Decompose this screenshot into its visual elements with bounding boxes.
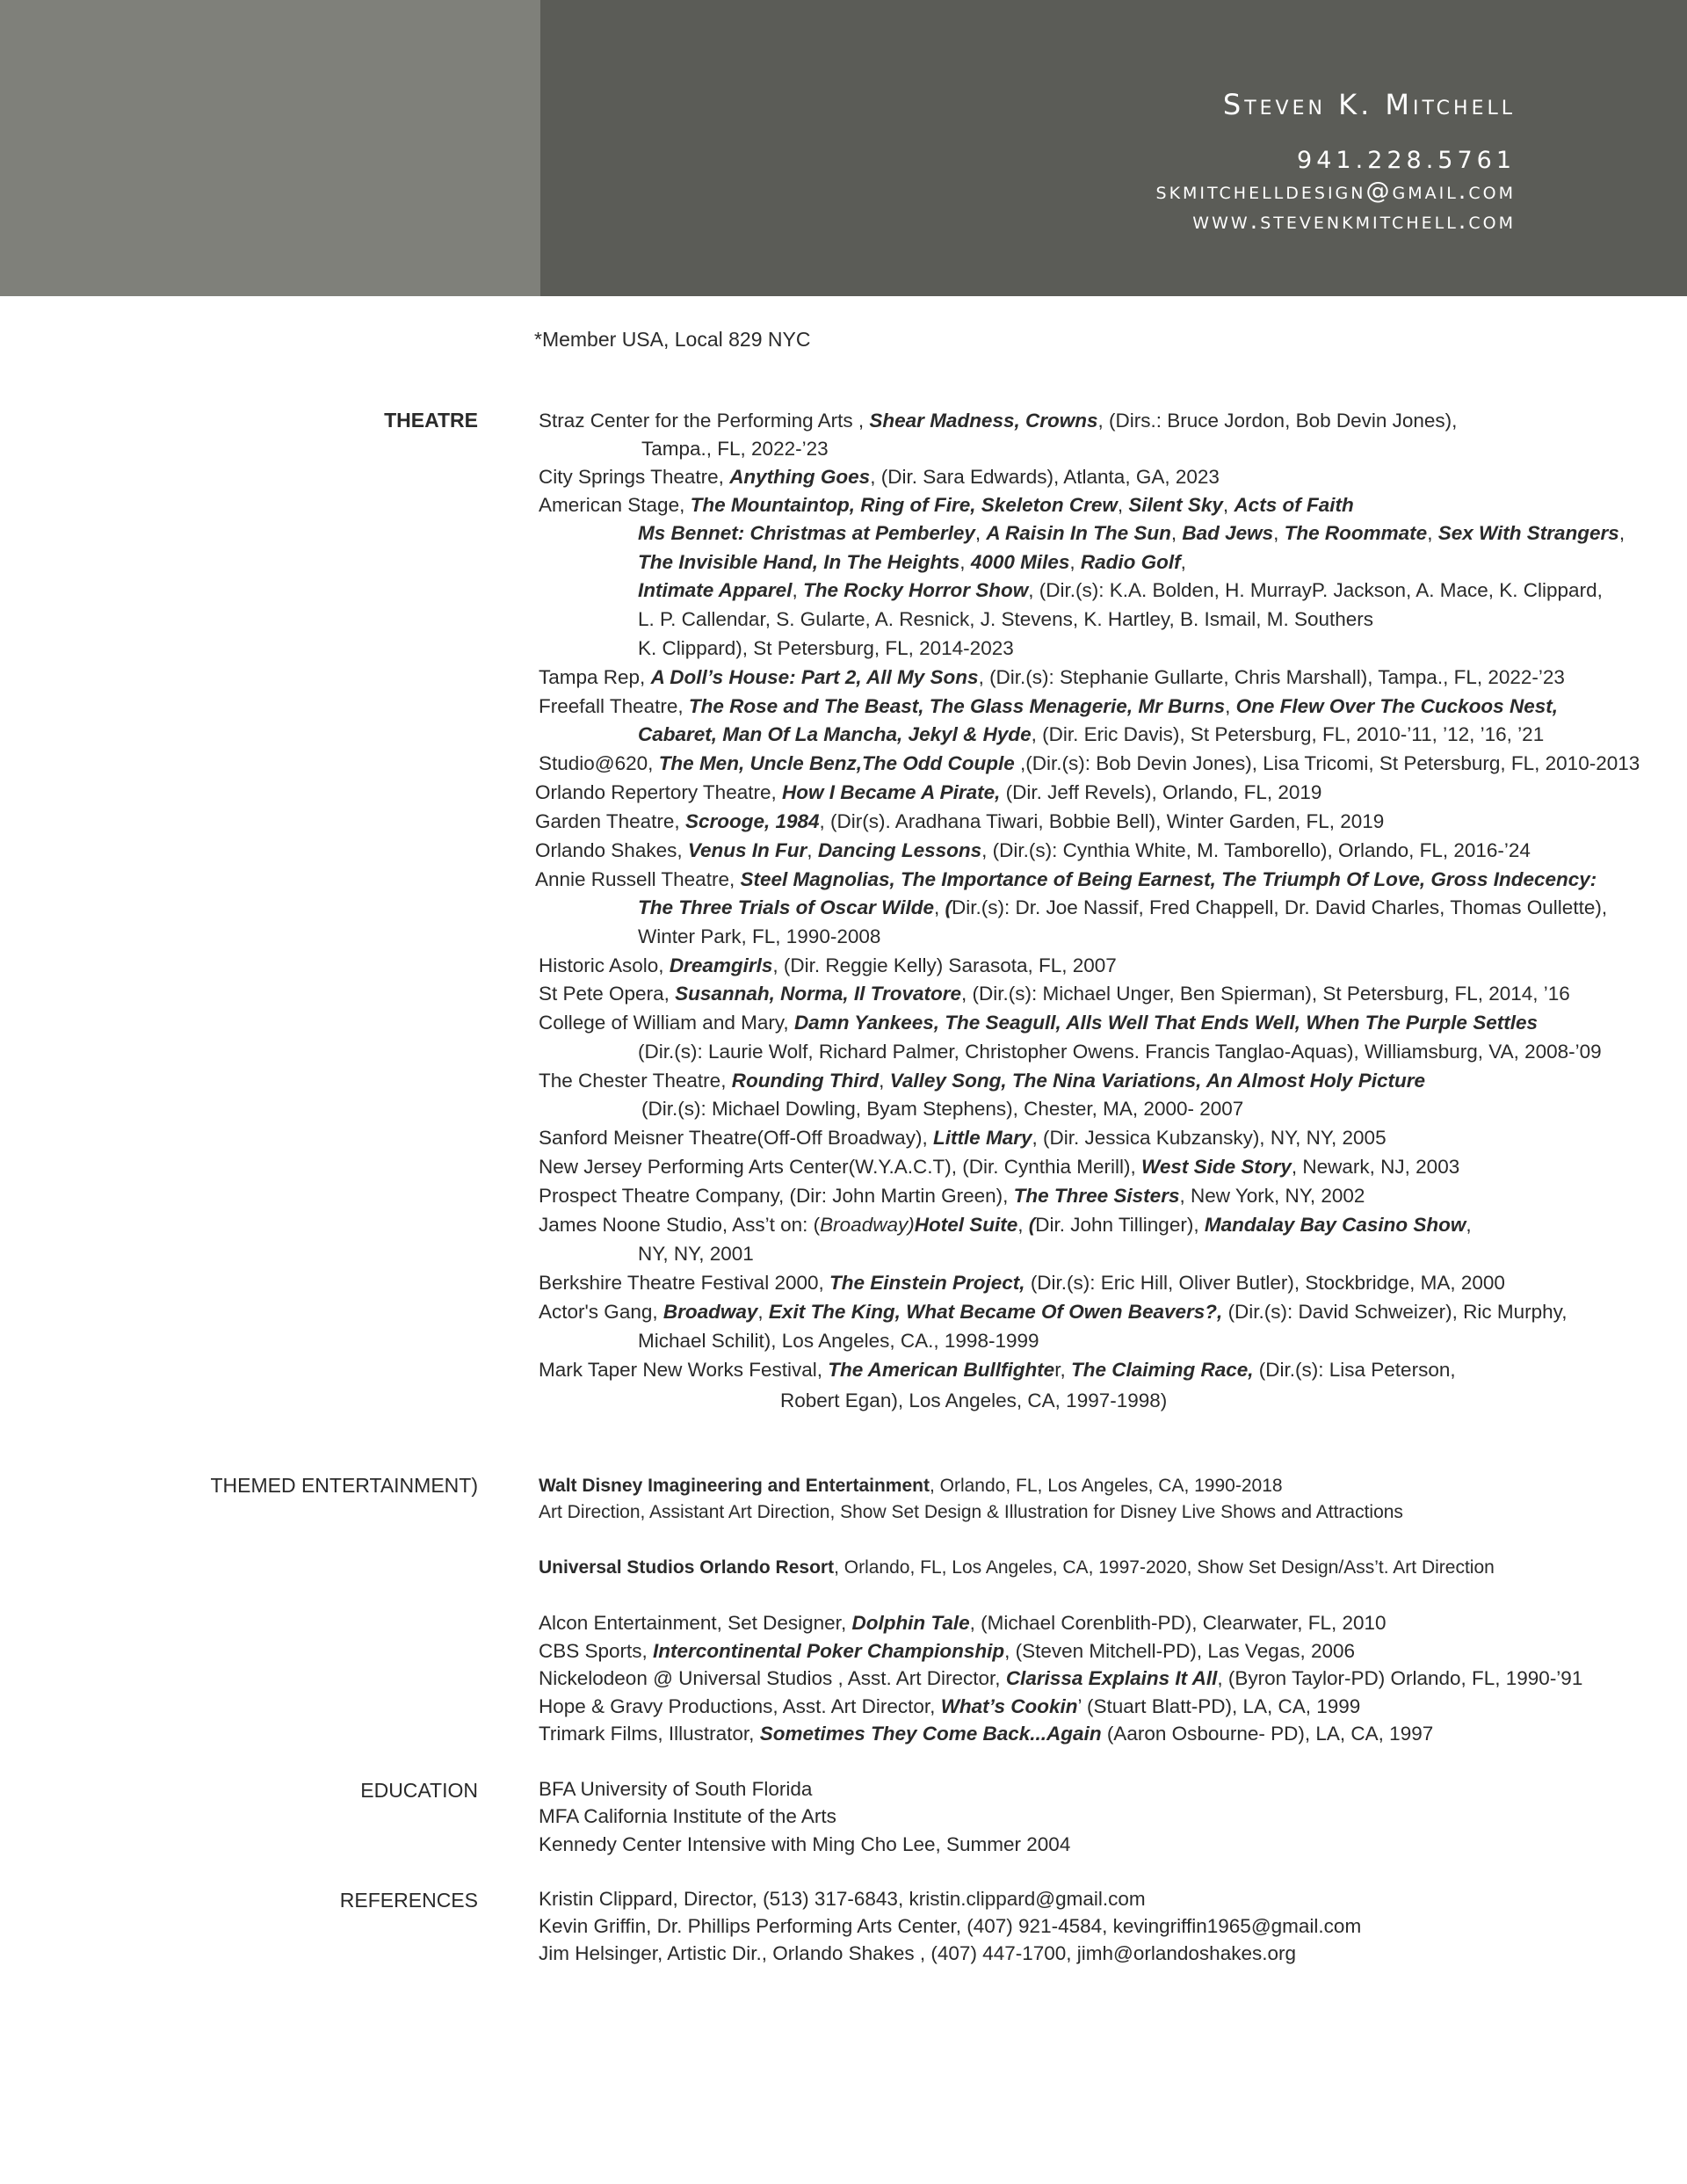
website-link[interactable]: www.stevenkmitchell.com [1192,207,1516,235]
themed-credit-line: Trimark Films, Illustrator, Sometimes They Come Back...Again (Aaron Osbourne- PD), LA, CA, 1997 [539,1723,1434,1745]
theatre-credit-line: (Dir.(s): Michael Dowling, Byam Stephens), Chester, MA, 2000- 2007 [641,1098,1244,1120]
theatre-credit-line: Tampa., FL, 2022-’23 [641,438,829,460]
theatre-credit-line: Michael Schilit), Los Angeles, CA., 1998-1999 [638,1330,1039,1352]
themed-credit-line: Nickelodeon @ Universal Studios , Asst. Art Director, Clarissa Explains It All, (Byron Taylor-PD) Orlando, FL, 1990-’91 [539,1667,1583,1689]
theatre-credit-line: City Springs Theatre, Anything Goes, (Dir. Sara Edwards), Atlanta, GA, 2023 [539,466,1220,488]
email-address[interactable]: skmitchelldesign@gmail.com [1155,178,1516,205]
name-heading: Steven K. Mitchell [1222,88,1516,121]
theatre-credit-line: Studio@620, The Men, Uncle Benz,The Odd Couple ,(Dir.(s): Bob Devin Jones), Lisa Tricomi, St Petersburg, FL, 2010-2013 [539,752,1640,774]
education-line: MFA California Institute of the Arts [539,1805,836,1827]
theatre-credit-line: Straz Center for the Performing Arts , Shear Madness, Crowns, (Dirs.: Bruce Jordon, Bob Devin Jones), [539,410,1458,432]
theatre-credit-line: Orlando Repertory Theatre, How I Became A Pirate, (Dir. Jeff Revels), Orlando, FL, 2019 [535,781,1322,803]
theatre-credit-line: New Jersey Performing Arts Center(W.Y.A.C.T), (Dir. Cynthia Merill), West Side Story, Newark, NJ, 2003 [539,1156,1460,1178]
themed-credit-line: CBS Sports, Intercontinental Poker Championship, (Steven Mitchell-PD), Las Vegas, 2006 [539,1640,1356,1662]
theatre-credit-line: College of William and Mary, Damn Yankees, The Seagull, Alls Well That Ends Well, When The Purple Settles [539,1012,1538,1034]
themed-credit-line: Hope & Gravy Productions, Asst. Art Director, What’s Cookin’ (Stuart Blatt-PD), LA, CA, 1999 [539,1695,1361,1717]
themed-credit-line: Art Direction, Assistant Art Direction, Show Set Design & Illustration for Disney Live Shows and Attractions [539,1502,1403,1522]
theatre-credit-line: Actor's Gang, Broadway, Exit The King, What Became Of Owen Beavers?, (Dir.(s): David Schweizer), Ric Murphy, [539,1301,1568,1323]
theatre-credit-line: American Stage, The Mountaintop, Ring of Fire, Skeleton Crew, Silent Sky, Acts of Faith [539,494,1354,516]
phone-number: 941.228.5761 [1297,147,1516,174]
education-line: BFA University of South Florida [539,1778,813,1800]
section-theatre-heading: THEATRE [384,409,478,432]
theatre-credit-line: The Three Trials of Oscar Wilde, (Dir.(s): Dr. Joe Nassif, Fred Chappell, Dr. David Charles, Thomas Oullette), [638,896,1608,918]
theatre-credit-line: Prospect Theatre Company, (Dir: John Martin Green), The Three Sisters, New York, NY, 2002 [539,1185,1365,1207]
theatre-credit-line: Intimate Apparel, The Rocky Horror Show, (Dir.(s): K.A. Bolden, H. MurrayP. Jackson, A. Mace, K. Clippard, [638,579,1603,601]
theatre-credit-line: James Noone Studio, Ass’t on: (Broadway)Hotel Suite, (Dir. John Tillinger), Mandalay Bay Casino Show, [539,1214,1472,1236]
theatre-credit-line: Freefall Theatre, The Rose and The Beast, The Glass Menagerie, Mr Burns, One Flew Over The Cuckoos Nest, [539,695,1558,717]
theatre-credit-line: Winter Park, FL, 1990-2008 [638,925,881,947]
theatre-credit-line: The Chester Theatre, Rounding Third, Valley Song, The Nina Variations, An Almost Holy Picture [539,1070,1425,1092]
theatre-credit-line: Garden Theatre, Scrooge, 1984, (Dir(s). Aradhana Tiwari, Bobbie Bell), Winter Garden, FL, 2019 [535,810,1385,832]
theatre-credit-line: Orlando Shakes, Venus In Fur, Dancing Lessons, (Dir.(s): Cynthia White, M. Tamborello), Orlando, FL, 2016-’24 [535,839,1531,861]
theatre-credit-line: The Invisible Hand, In The Heights, 4000 Miles, Radio Golf, [638,551,1186,573]
theatre-credit-line: Ms Bennet: Christmas at Pemberley, A Raisin In The Sun, Bad Jews, The Roommate, Sex With Strangers, [638,522,1625,544]
education-line: Kennedy Center Intensive with Ming Cho Lee, Summer 2004 [539,1833,1071,1855]
theatre-credit-line: Historic Asolo, Dreamgirls, (Dir. Reggie Kelly) Sarasota, FL, 2007 [539,954,1117,976]
theatre-credit-line: K. Clippard), St Petersburg, FL, 2014-2023 [638,637,1014,659]
member-note: *Member USA, Local 829 NYC [534,328,811,351]
section-education-heading: EDUCATION [360,1779,478,1802]
theatre-credit-line: Cabaret, Man Of La Mancha, Jekyl & Hyde, (Dir. Eric Davis), St Petersburg, FL, 2010-’11, ’12, ’16, ’21 [638,723,1545,745]
theatre-credit-line: L. P. Callendar, S. Gularte, A. Resnick, J. Stevens, K. Hartley, B. Ismail, M. Southers [638,608,1374,630]
header-banner-left [0,0,540,296]
theatre-credit-line: Sanford Meisner Theatre(Off-Off Broadway), Little Mary, (Dir. Jessica Kubzansky), NY, NY, 2005 [539,1127,1387,1149]
section-references-heading: REFERENCES [339,1889,478,1912]
themed-credit-line: Universal Studios Orlando Resort, Orlando, FL, Los Angeles, CA, 1997-2020, Show Set Design/Ass’t. Art Direction [539,1557,1495,1578]
theatre-credit-line: (Dir.(s): Laurie Wolf, Richard Palmer, Christopher Owens. Francis Tanglao-Aquas), Williamsburg, VA, 2008-’09 [638,1041,1602,1063]
reference-line: Kristin Clippard, Director, (513) 317-6843, kristin.clippard@gmail.com [539,1888,1146,1910]
section-themed-heading: THEMED ENTERTAINMENT) [210,1474,478,1497]
theatre-credit-line: Robert Egan), Los Angeles, CA, 1997-1998) [780,1389,1168,1411]
themed-credit-line: Walt Disney Imagineering and Entertainment, Orlando, FL, Los Angeles, CA, 1990-2018 [539,1476,1283,1496]
theatre-credit-line: Annie Russell Theatre, Steel Magnolias, The Importance of Being Earnest, The Triumph Of Love, Gross Indecency: [535,868,1597,890]
themed-credit-line: Alcon Entertainment, Set Designer, Dolphin Tale, (Michael Corenblith-PD), Clearwater, FL, 2010 [539,1612,1387,1634]
theatre-credit-line: Mark Taper New Works Festival, The American Bullfighter, The Claiming Race, (Dir.(s): Lisa Peterson, [539,1359,1456,1381]
reference-line: Jim Helsinger, Artistic Dir., Orlando Shakes , (407) 447-1700, jimh@orlandoshakes.org [539,1942,1296,1964]
theatre-credit-line: Berkshire Theatre Festival 2000, The Einstein Project, (Dir.(s): Eric Hill, Oliver Butler), Stockbridge, MA, 2000 [539,1272,1505,1294]
theatre-credit-line: St Pete Opera, Susannah, Norma, Il Trovatore, (Dir.(s): Michael Unger, Ben Spierman), St Petersburg, FL, 2014, ’16 [539,983,1570,1005]
reference-line: Kevin Griffin, Dr. Phillips Performing Arts Center, (407) 921-4584, kevingriffin1965@gmail.com [539,1915,1362,1937]
theatre-credit-line: NY, NY, 2001 [638,1243,754,1265]
theatre-credit-line: Tampa Rep, A Doll’s House: Part 2, All My Sons, (Dir.(s): Stephanie Gullarte, Chris Marshall), Tampa., FL, 2022-’23 [539,666,1565,688]
